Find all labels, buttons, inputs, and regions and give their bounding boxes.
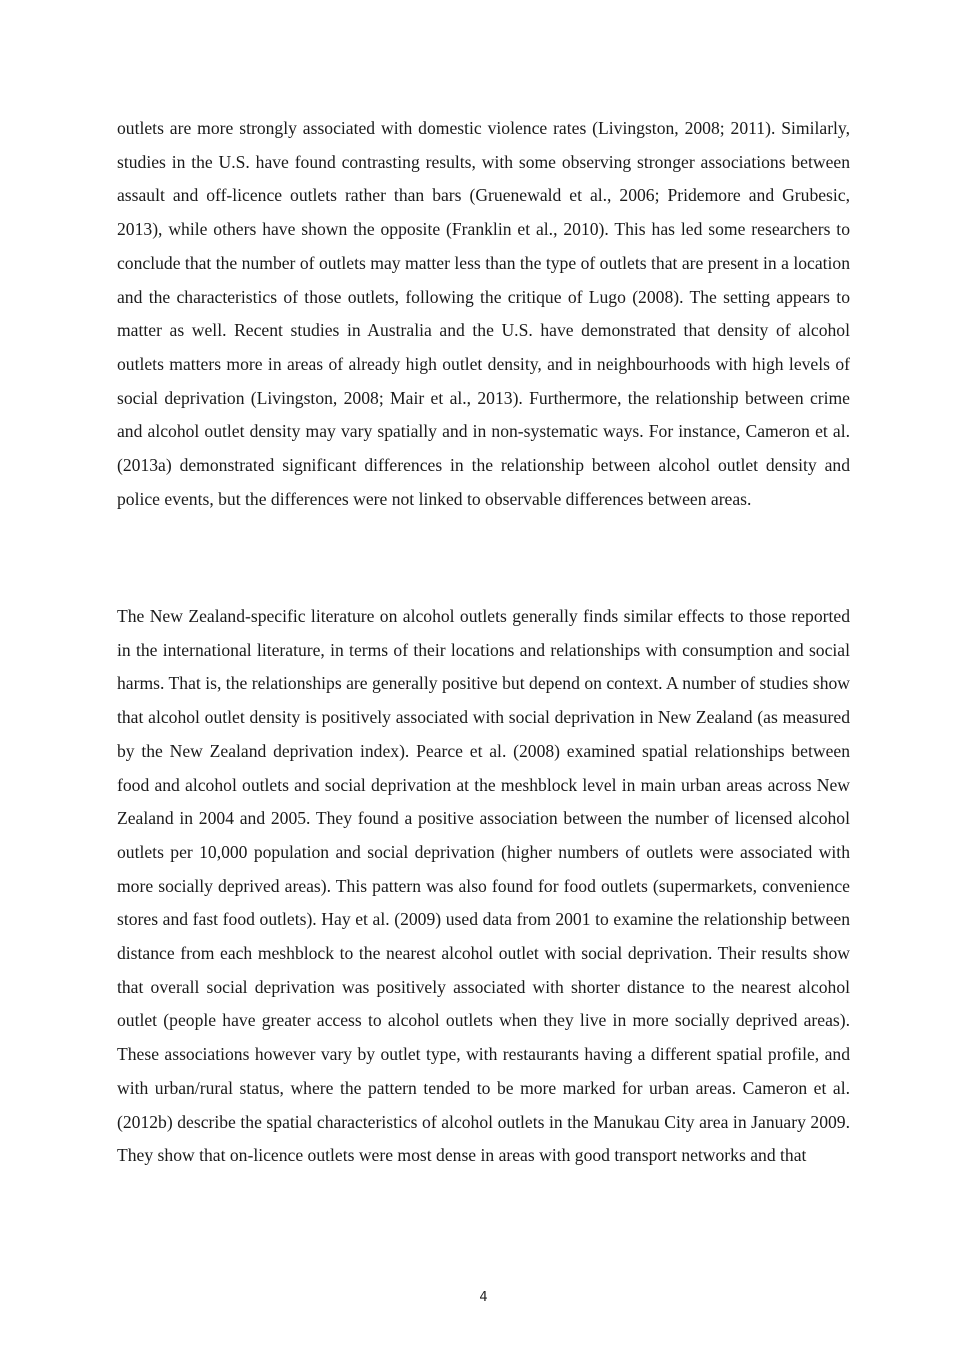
body-paragraph-2: The New Zealand-specific literature on alcohol outlets generally finds similar effects to those reported in the international literature, in terms of their locations and relationships with consumption and social harms. That is, the relationships are generally positive but depend on context. A number of studies show that alcohol outlet density is positively associated with social deprivation in New Zealand (as measured by the New Zealand deprivation index). Pearce et al. (2008) examined spatial relationships between food and alcohol outlets and social deprivation at the meshblock level in main urban areas across New Zealand in 2004 and 2005. They found a positive association between the number of licensed alcohol outlets per 10,000 population and social deprivation (higher numbers of outlets were associated with more socially deprived areas). This pattern was also found for food outlets (supermarkets, convenience stores and fast food outlets). Hay et al. (2009) used data from 2001 to examine the relationship between distance from each meshblock to the nearest alcohol outlet with social deprivation. Their results show that overall social deprivation was positively associated with shorter distance to the nearest alcohol outlet (people have greater access to alcohol outlets when they live in more socially deprived areas). These associations however vary by outlet type, with restaurants having a different spatial profile, and with urban/rural status, where the pattern tended to be more marked for urban areas. Cameron et al. (2012b) describe the spatial characteristics of alcohol outlets in the Manukau City area in January 2009. They show that on-licence outlets were most dense in areas with good transport networks and that	[117, 606, 850, 1166]
body-paragraph-1: outlets are more strongly associated with domestic violence rates (Livingston, 2008; 2011). Similarly, studies in the U.S. have found contrasting results, with some observing stronger associations between assault and off-licence outlets rather than bars (Gruenewald et al., 2006; Pridemore and Grubesic, 2013), while others have shown the opposite (Franklin et al., 2010). This has led some researchers to conclude that the number of outlets may matter less than the type of outlets that are present in a location and the characteristics of those outlets, following the critique of Lugo (2008). The setting appears to matter as well. Recent studies in Australia and the U.S. have demonstrated that density of alcohol outlets matters more in areas of already high outlet density, and in neighbourhoods with high levels of social deprivation (Livingston, 2008; Mair et al., 2013). Furthermore, the relationship between crime and alcohol outlet density may vary spatially and in non-systematic ways. For instance, Cameron et al. (2013a) demonstrated significant differences in the relationship between alcohol outlet density and police events, but the differences were not linked to observable differences between areas.	[117, 118, 850, 509]
page-number: 4	[479, 1290, 488, 1305]
